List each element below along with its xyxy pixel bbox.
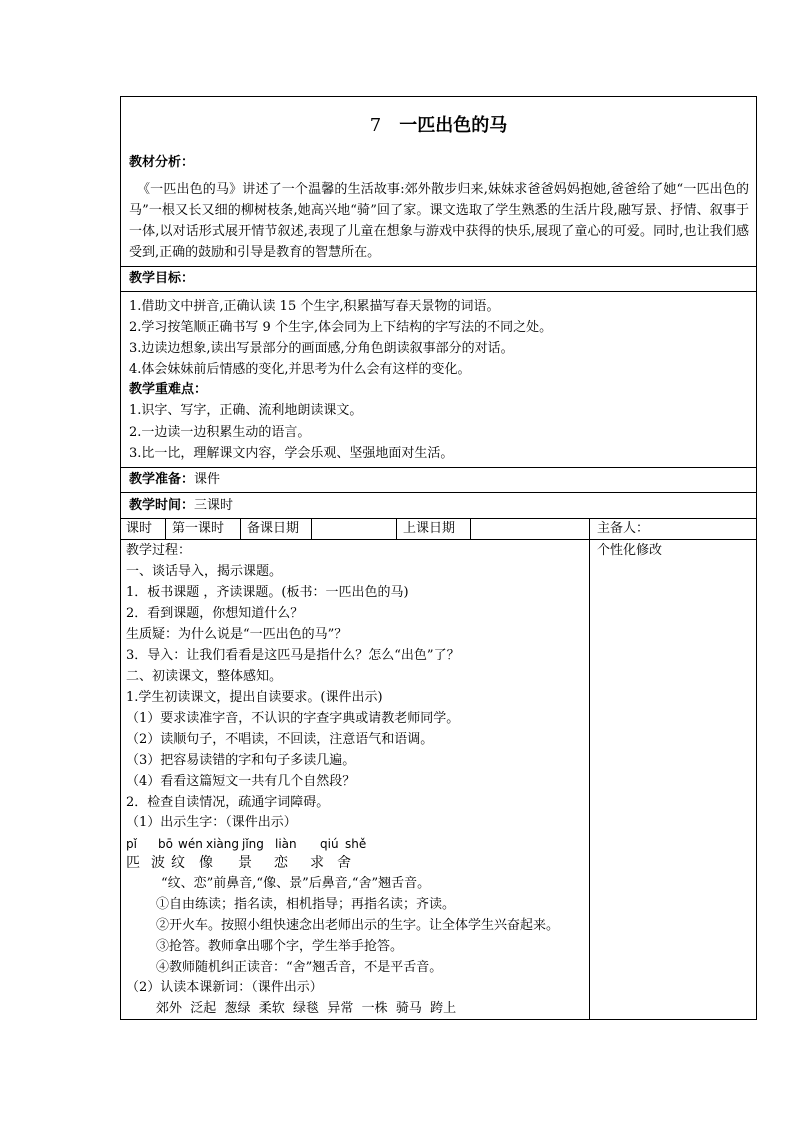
new-character: 景 (238, 855, 252, 871)
divider (120, 539, 757, 540)
vocabulary-list: 郊外 泛起 葱绿 柔软 绿毯 异常 一株 骑马 跨上 (156, 1001, 457, 1016)
cell-prep-date-label: 备课日期 (247, 521, 300, 536)
goal-item: 3.边读边想象,读出写景部分的画面感,分角色朗读叙事部分的对话。 (129, 341, 514, 356)
new-character: 匹 (126, 855, 140, 871)
new-character: 像 (199, 855, 213, 871)
process-line: （3）把容易读错的字和句子多读几遍。 (126, 753, 356, 768)
process-line: ③抢答。教师拿出哪个字，学生举手抢答。 (156, 939, 404, 954)
column-border (589, 518, 590, 1020)
prep-value: 课件 (194, 472, 221, 487)
process-line: 1．板书课题 ，齐读课题。(板书：一匹出色的马) (126, 585, 409, 600)
process-line: 二、初读课文，整体感知。 (126, 669, 283, 684)
process-line: 2．看到课题，你想知道什么？ (126, 606, 304, 621)
pinyin: bō (158, 837, 173, 851)
pinyin: liàn (275, 837, 297, 851)
keypoint-item: 1.识字、写字，正确、流利地朗读课文。 (129, 403, 363, 418)
process-line: 生质疑：为什么说是“一匹出色的马”？ (126, 627, 348, 642)
process-line: （1）出示生字：（课件出示） (126, 815, 297, 830)
cell-border (240, 518, 241, 539)
pinyin: shě (345, 837, 367, 851)
time-heading: 教学时间： (129, 498, 195, 513)
goal-item: 4.体会妹妹前后情感的变化,并思考为什么会有这样的变化。 (129, 362, 471, 377)
cell-lesson-label: 课时 (126, 521, 153, 536)
prep-line (129, 472, 220, 488)
keypoint-item: 2.一边读一边积累生动的语言。 (129, 425, 311, 440)
goal-item: 1.借助文中拼音,正确认读 15 个生字,积累描写春天景物的词语。 (129, 299, 500, 314)
process-line: （4）看看这篇短文一共有几个自然段？ (126, 774, 356, 789)
process-line: “纹、恋”前鼻音,“像、景”后鼻音,“舍”翘舌音。 (161, 876, 431, 891)
process-line: 教学过程： (126, 543, 192, 558)
pinyin: qiú (320, 837, 339, 851)
lesson-title: 一匹出色的马 (399, 115, 508, 136)
process-line: ④教师随机纠正读音：“舍”翘舌音，不是平舌音。 (156, 960, 443, 975)
process-line: ①自由练读；指名读，相机指导；再指名读；齐读。 (156, 897, 456, 912)
process-line: 一、谈话导入，揭示课题。 (126, 564, 283, 579)
cell-border (311, 518, 312, 539)
new-character: 舍 (337, 855, 351, 871)
divider (120, 291, 757, 292)
divider (120, 266, 757, 267)
goal-item: 2.学习按笔顺正确书写 9 个生字,体会同为上下结构的字写法的不同之处。 (129, 320, 553, 335)
cell-main-preparer: 主备人： (597, 521, 650, 536)
new-character: 求 (310, 855, 324, 871)
new-character: 纹 (171, 855, 185, 871)
time-line (129, 498, 233, 514)
pinyin: pǐ (126, 837, 137, 851)
pinyin: xiàng (206, 837, 240, 851)
lesson-number: 7 (369, 115, 382, 136)
pinyin: wén (178, 837, 203, 851)
analysis-body: 《一匹出色的马》讲述了一个温馨的生活故事:郊外散步归来,妹妹求爸爸妈妈抱她,爸爸给了她“一匹出色的马”一根又长又细的柳树枝条,她高兴地“骑”回了家。课文选取了学生熟悉的生活片段,融写景、抒情、叙事于一体,以对话形式展开情节叙述,表现了儿童在想象与游戏中获得的快乐,展现了童心的可爱。同时,也让我们感受到,正确的鼓励和引导是教育的智慧所在。 (129, 182, 749, 260)
analysis-heading: 教材分析： (129, 155, 195, 170)
keypoints-heading: 教学重难点： (129, 382, 208, 397)
keypoint-item: 3.比一比，理解课文内容，学会乐观、坚强地面对生活。 (129, 446, 454, 461)
process-line: （1）要求读准字音，不认识的字查字典或请教老师同学。 (126, 711, 460, 726)
divider (120, 518, 757, 519)
page-title (120, 114, 757, 138)
cell-class-date-label: 上课日期 (403, 521, 456, 536)
pinyin: jǐng (242, 837, 264, 851)
prep-heading: 教学准备： (129, 472, 195, 487)
divider (120, 467, 757, 468)
process-line: （2）认读本课新词：（课件出示） (126, 980, 323, 995)
cell-border (165, 518, 166, 539)
personalized-edit-label: 个性化修改 (597, 543, 663, 558)
process-line: 3．导入：让我们看看是这匹马是指什么？怎么“出色”了？ (126, 648, 460, 663)
process-line: 1.学生初读课文，提出自读要求。(课件出示) (126, 690, 383, 705)
process-line: （2）读顺句子，不唱读，不回读，注意语气和语调。 (126, 732, 434, 747)
process-line: ②开火车。按照小组快速念出老师出示的生字。让全体学生兴奋起来。 (156, 918, 560, 933)
time-value: 三课时 (194, 498, 234, 513)
cell-first-lesson: 第一课时 (172, 521, 225, 536)
cell-border (470, 518, 471, 539)
new-character: 波 (151, 855, 165, 871)
cell-border (396, 518, 397, 539)
divider (120, 492, 757, 493)
goals-heading: 教学目标： (129, 271, 195, 286)
new-character: 恋 (274, 855, 288, 871)
process-line: 2．检查自读情况，疏通字词障碍。 (126, 795, 330, 810)
